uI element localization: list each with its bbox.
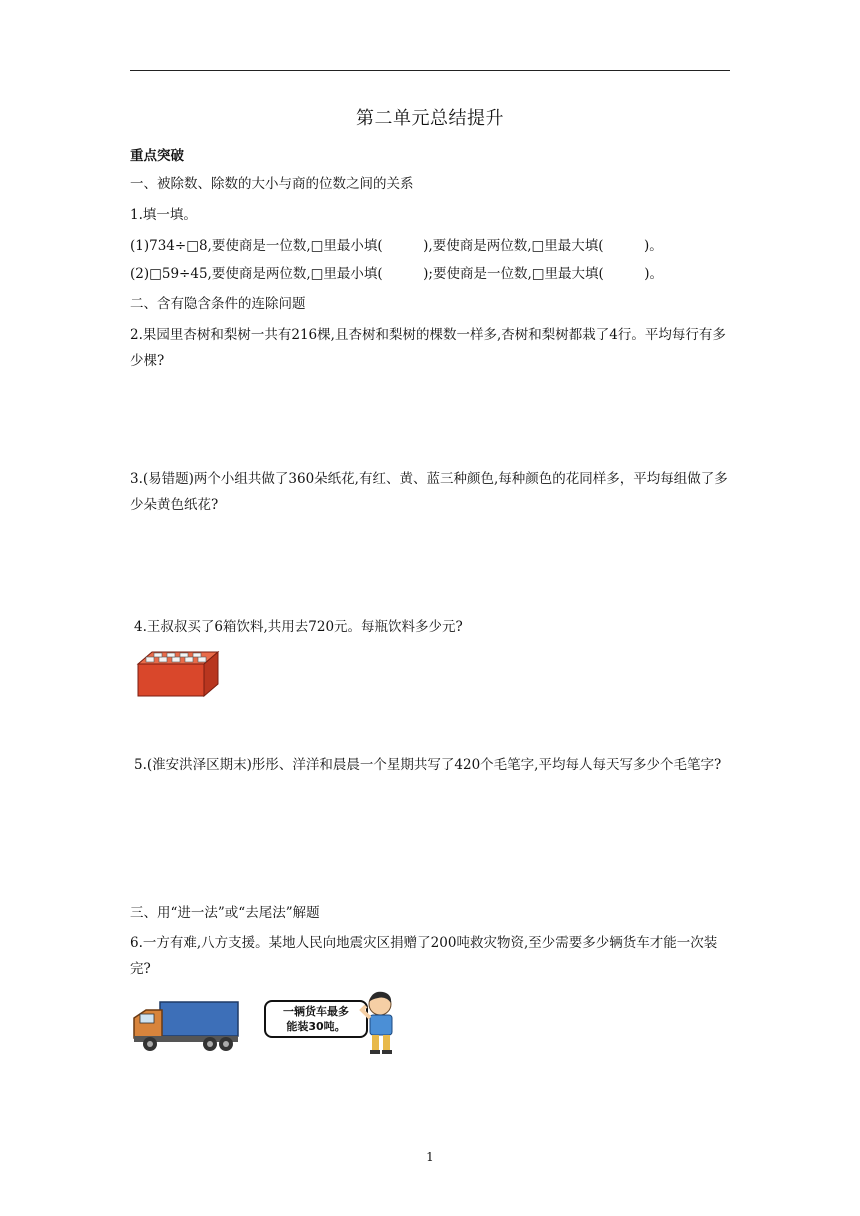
question-5: 5.(淮安洪泽区期末)彤彤、洋洋和晨晨一个星期共写了420个毛笔字,平均每人每天写多少个毛笔字? <box>134 757 722 773</box>
question-3: 3.(易错题)两个小组共做了360朵纸花,有红、黄、蓝三种颜色,每种颜色的花同样多，平均每组做了多少朵黄色纸花? <box>130 471 728 513</box>
question-1-part-1: (1)734÷□8,要使商是一位数,□里最小填( ),要使商是两位数,□里最大填( )。 <box>130 238 663 254</box>
section-1-heading: 一、被除数、除数的大小与商的位数之间的关系 <box>130 176 414 192</box>
speech-line-2: 能装30吨。 <box>286 1020 346 1033</box>
question-1-title: 1.填一填。 <box>130 207 197 223</box>
speech-line-1: 一辆货车最多 <box>283 1005 349 1018</box>
question-4: 4.王叔叔买了6箱饮料,共用去720元。每瓶饮料多少元? <box>134 619 463 635</box>
truck-image <box>130 996 242 1056</box>
section-key-points: 重点突破 <box>130 148 184 164</box>
page-title: 第二单元总结提升 <box>356 108 504 129</box>
question-6: 6.一方有难,八方支援。某地人民向地震灾区捐赠了200吨救灾物资,至少需要多少辆货车才能一次装完? <box>130 935 718 977</box>
page-number: 1 <box>426 1150 434 1164</box>
drink-box-image <box>132 648 222 700</box>
speech-bubble <box>264 1000 368 1038</box>
section-3-heading: 三、用“进一法”或“去尾法”解题 <box>130 905 320 921</box>
header-rule <box>130 70 730 71</box>
boy-image <box>358 990 408 1058</box>
question-2: 2.果园里杏树和梨树一共有216棵,且杏树和梨树的棵数一样多,杏树和梨树都栽了4行。平均每行有多少棵? <box>130 327 726 369</box>
question-1-part-2: (2)□59÷45,要使商是两位数,□里最小填( );要使商是一位数,□里最大填( )。 <box>130 266 664 282</box>
section-2-heading: 二、含有隐含条件的连除问题 <box>130 296 306 312</box>
